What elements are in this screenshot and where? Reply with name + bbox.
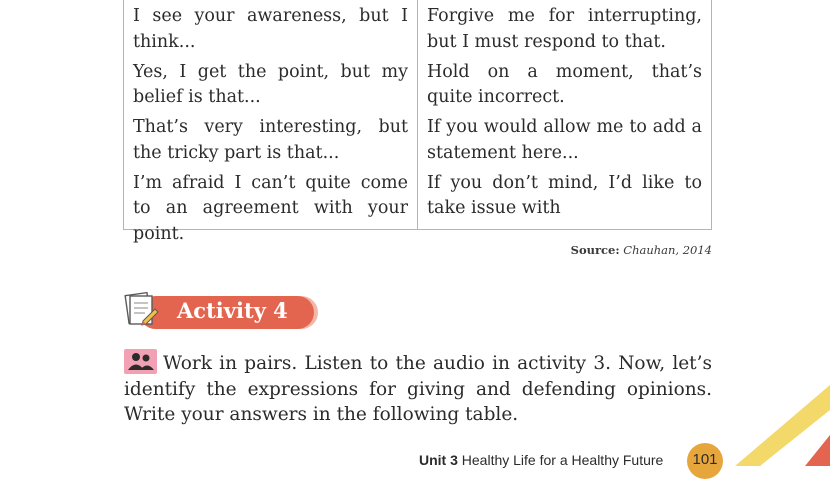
table-cell: Yes, I get the point, but my belief is that... <box>133 61 408 107</box>
table-left-column <box>124 0 418 244</box>
footer-title: Healthy Life for a Healthy Future <box>461 452 664 468</box>
expressions-table <box>123 0 712 244</box>
table-cell: I’m afraid I can’t quite come to an agreement with your point. <box>133 172 408 244</box>
source-label: Source: <box>570 243 620 257</box>
corner-decoration <box>730 385 830 466</box>
table-cell: If you would allow me to add a statement here... <box>427 117 702 163</box>
footer-unit: Unit 3 <box>419 452 458 468</box>
source-citation <box>571 243 712 257</box>
table-cell: If you don’t mind, I’d like to take issue with <box>427 172 702 218</box>
pair-work-icon <box>124 349 157 374</box>
page-number: 101 <box>692 451 718 468</box>
activity-header <box>123 291 323 335</box>
table-cell: Hold on a moment, that’s quite incorrect. <box>427 61 702 107</box>
table-cell: Forgive me for interrupting, but I must respond to that. <box>427 6 702 52</box>
table-cell: That’s very interesting, but the tricky part is that... <box>133 117 408 163</box>
activity-title: Activity 4 <box>177 298 288 323</box>
page-number-badge <box>687 443 723 479</box>
table-right-column <box>418 0 711 229</box>
instruction-text: Work in pairs. Listen to the audio in activity 3. Now, let’s identify the expressions for giving and defending opinions. Write your answers in the following table. <box>124 353 712 425</box>
source-value: Chauhan, 2014 <box>623 243 712 257</box>
table-cell: I see your awareness, but I think... <box>133 6 408 52</box>
notebook-pencil-icon <box>123 291 159 331</box>
activity-instruction <box>124 349 712 428</box>
